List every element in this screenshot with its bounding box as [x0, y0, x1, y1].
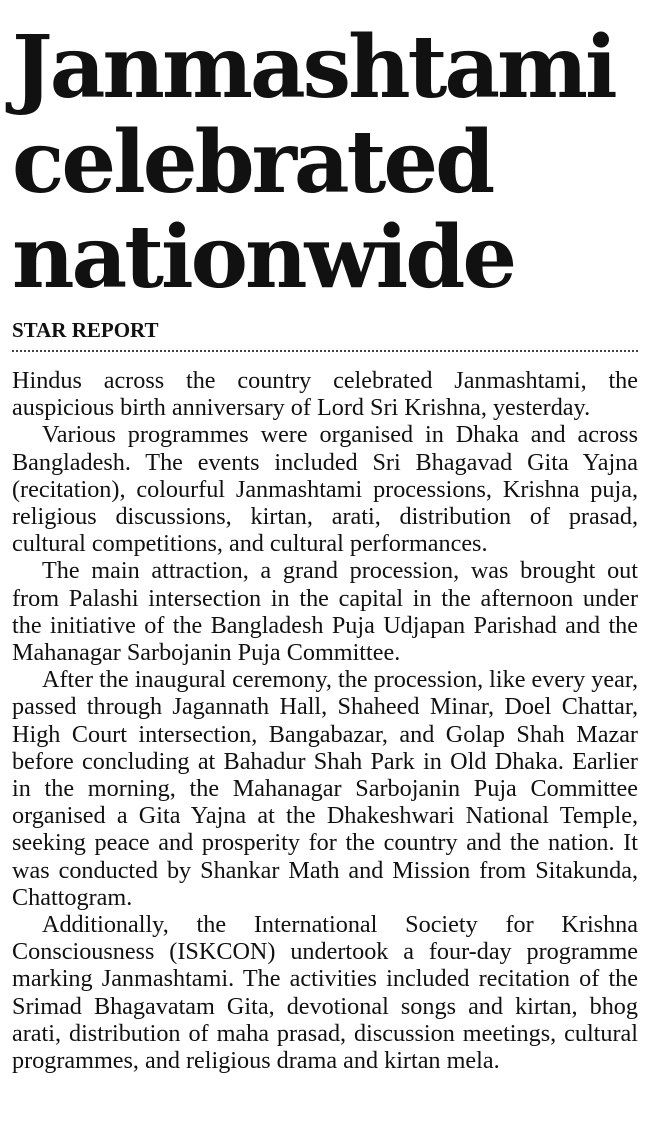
byline: STAR REPORT — [12, 318, 159, 342]
headline — [12, 17, 638, 308]
paragraph: Hindus across the country celebrated Janmashtami, the auspicious birth anniversary of Lord Sri Krishna, yesterday. — [12, 367, 638, 422]
article-body — [12, 367, 638, 1074]
paragraph: The main attraction, a grand procession, was brought out from Palashi intersection in the capital in the afternoon under the initiative of the Bangladesh Puja Udjapan Parishad and the Mahanagar Sarbojanin Puja Committee. — [12, 557, 638, 667]
paragraph: After the inaugural ceremony, the procession, like every year, passed through Jagannath Hall, Shaheed Minar, Doel Chattar, High Court intersection, Bangabazar, and Golap Shah Mazar before concluding at Bahadur Shah Park in Old Dhaka. Earlier in the morning, the Mahanagar Sarbojanin Puja Committee organised a Gita Yajna at the Dhakeshwari National Temple, seeking peace and prosperity for the country and the nation. It was conducted by Shankar Math and Mission from Sitakunda, Chattogram. — [12, 666, 638, 911]
headline-line: Janmashtami — [12, 17, 615, 118]
headline-line: celebrated — [12, 112, 493, 213]
paragraph: Various programmes were organised in Dhaka and across Bangladesh. The events included Sri Bhagavad Gita Yajna (recitation), colourful Janmashtami processions, Krishna puja, religious discussions, kirtan, arati, distribution of prasad, cultural competitions, and cultural performances. — [12, 421, 638, 558]
paragraph: Additionally, the International Society for Krishna Consciousness (ISKCON) undertook a four-day programme marking Janmashtami. The activities included recitation of the Srimad Bhagavatam Gita, devotional songs and kirtan, bhog arati, distribution of maha prasad, discussion meetings, cultural programmes, and religious drama and kirtan mela. — [12, 911, 638, 1075]
headline-line: nationwide — [12, 207, 515, 308]
news-article — [12, 17, 638, 1075]
dotted-divider — [12, 350, 638, 352]
